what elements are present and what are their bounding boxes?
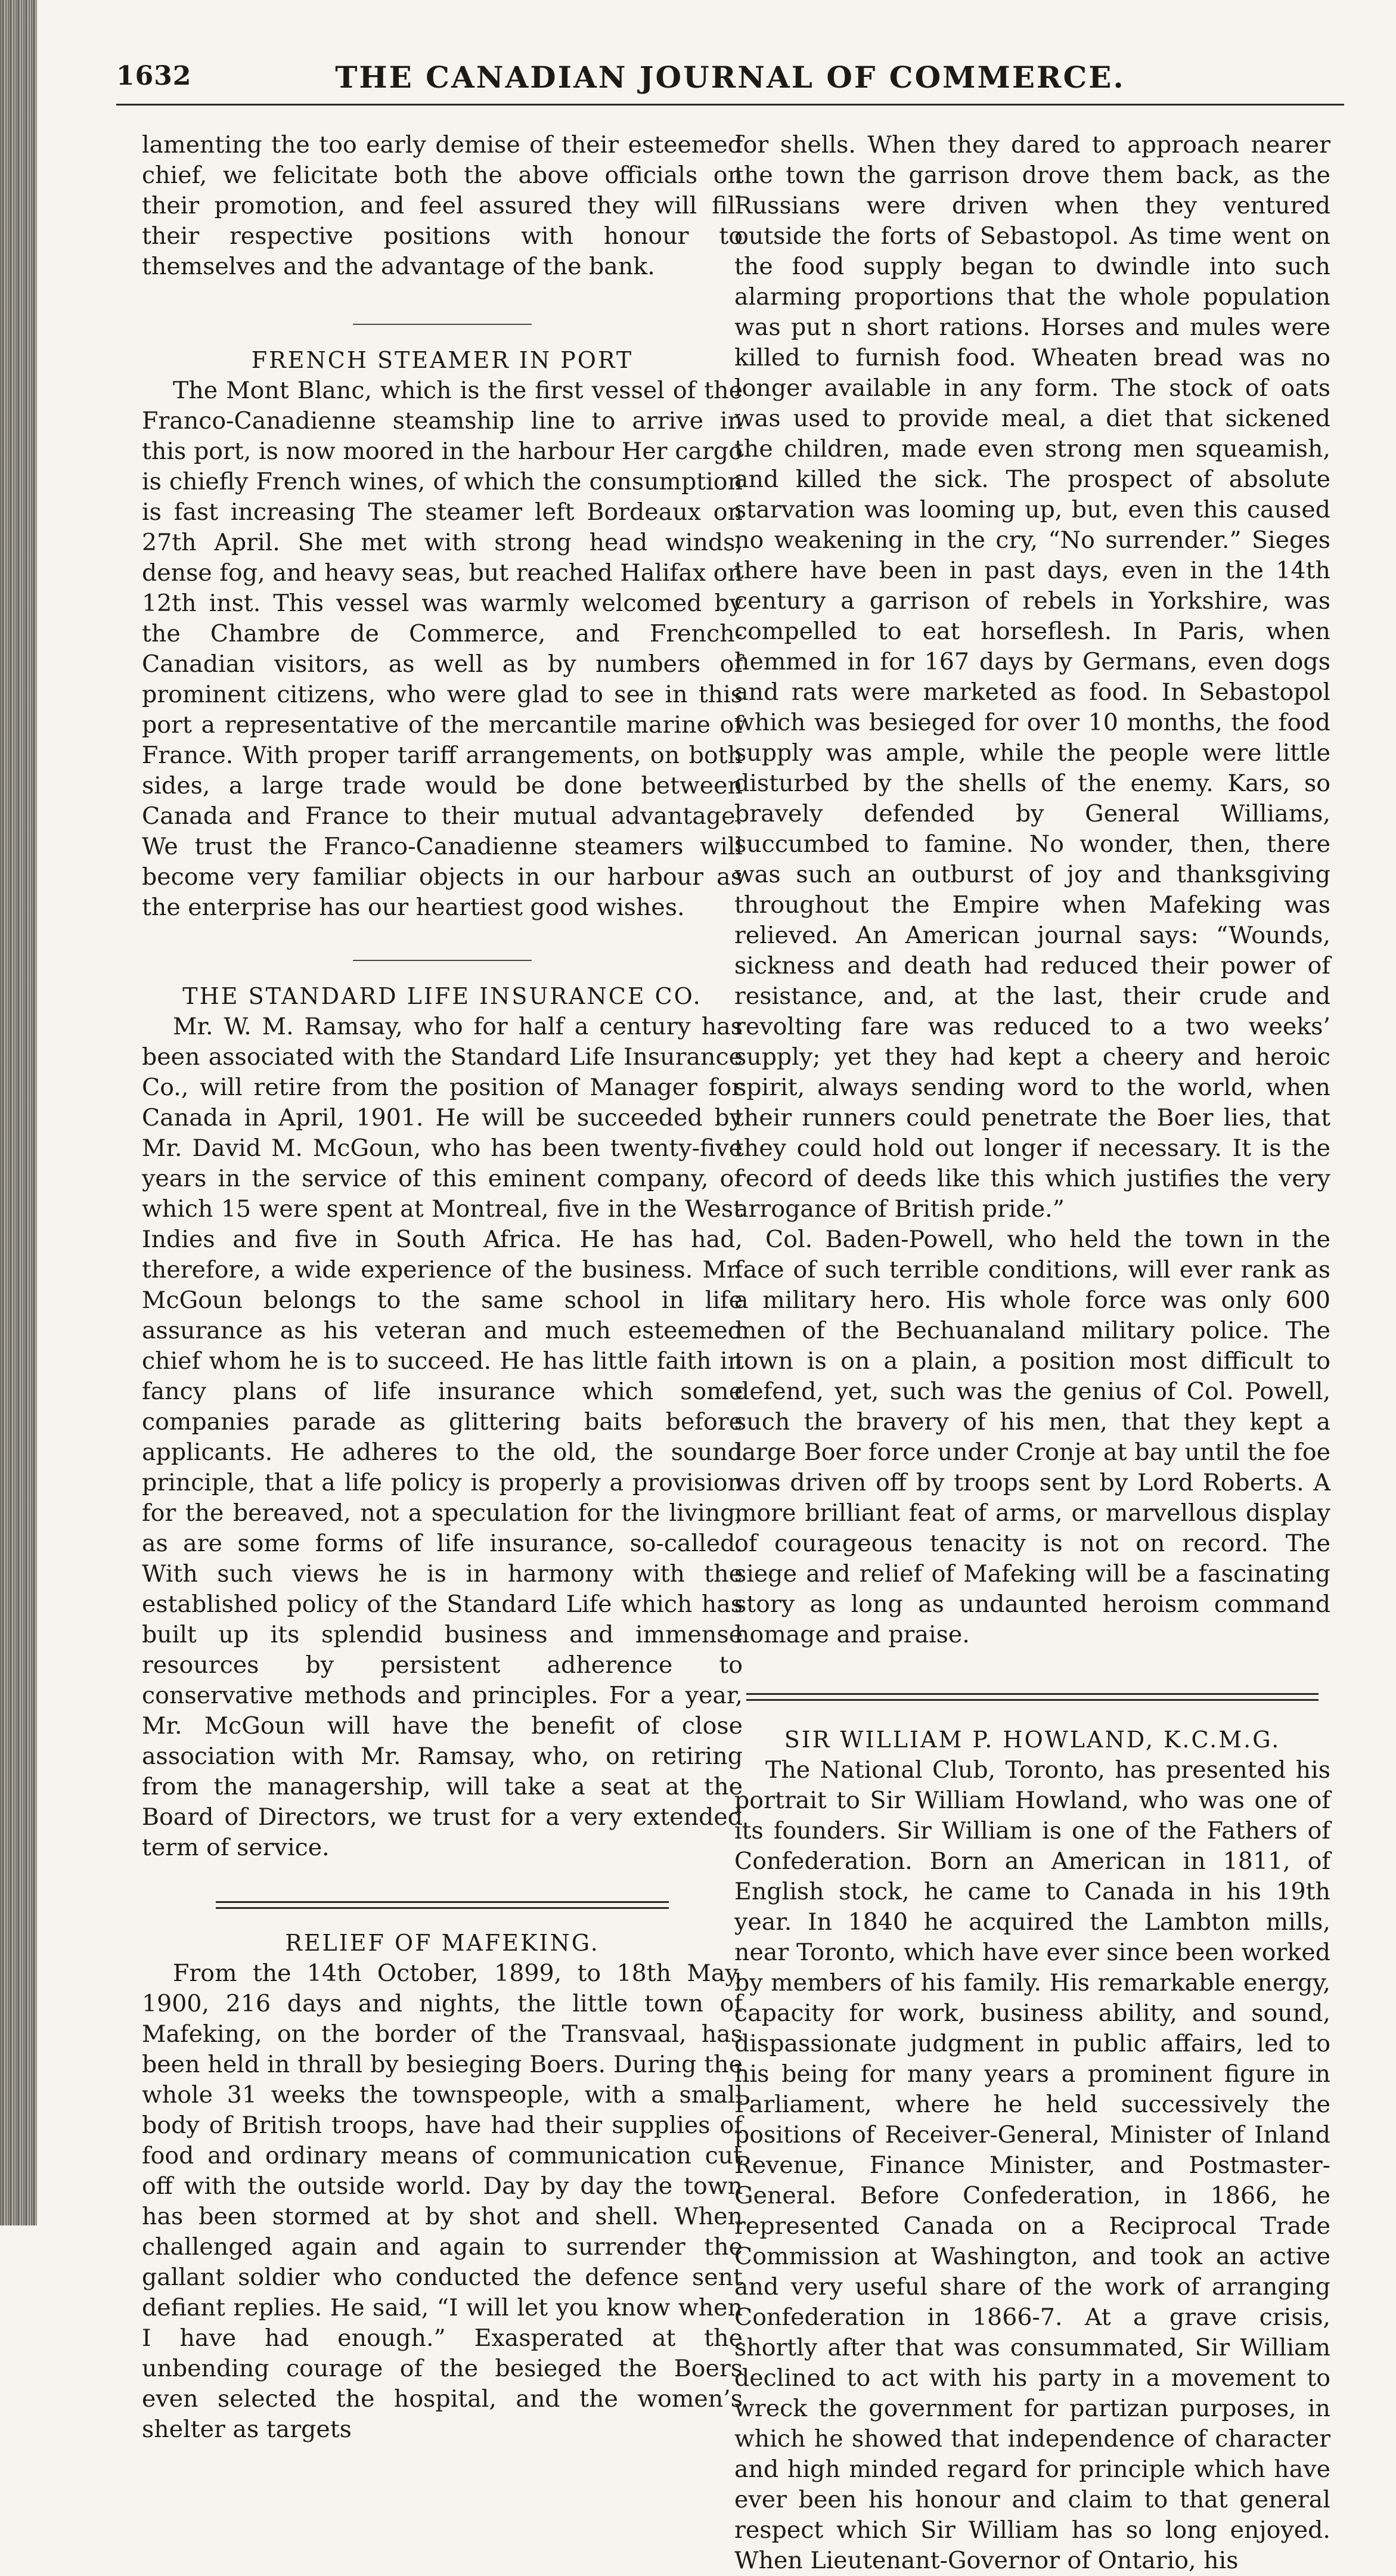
- right-column: [734, 130, 1330, 2576]
- howland-text: The National Club, Toronto, has presented his portrait to Sir William Howland, who was one of its founders. Sir William is one of the Fathers of Confederation. Born an American in 1811, of English stock, he came to Canada in his 19th year. In 1840 he acquired the Lambton mills, near Toronto, which have ever since been worked by members of his family. His remarkable energy, capacity for work, business ability, and sound, dispassionate judgment in public affairs, led to his being for many years a prominent figure in Parliament, where he held successively the positions of Receiver-General, Minister of Inland Revenue, Finance Minister, and Postmaster-General. Before Confederation, in 1866, he represented Canada on a Reciprocal Trade Commission at Washington, and took an active and very useful share of the work of arranging Confederation in 1866-7. At a grave crisis, shortly after that was consummated, Sir William declined to act with his party in a movement to wreck the government for partizan purposes, in which he showed that independence of character and high minded regard for principle which have ever been his honour and claim to that general respect which Sir William has so long enjoyed. When Lieutenant-Governor of Ontario, his: [734, 1756, 1330, 2574]
- mafeking-paragraph-1-continued: for shells. When they dared to approach nearer the town the garrison drove them back, as the Russians were driven when they ventured outside the forts of Sebastopol. As time went on the food supply began to dwindle into such alarming proportions that the whole population was put n short rations. Horses and mules were killed to furnish food. Wheaten bread was no longer available in any form. The stock of oats was used to provide meal, a diet that sickened the children, made even strong men squeamish, and killed the sick. The prospect of absolute starvation was looming up, but, even this caused no weakening in the cry, “No surrender.” Sieges there have been in past days, even in the 14th century a garrison of rebels in Yorkshire, was compelled to eat horseflesh. In Paris, when hemmed in for 167 days by Germans, even dogs and rats were marketed as food. In Sebastopol which was besieged for over 10 months, the food supply was ample, while the people were little disturbed by the shells of the enemy. Kars, so bravely defended by General Williams, succumbed to famine. No wonder, then, there was such an outburst of joy and thanksgiving throughout the Empire when Mafeking was relieved. An American journal says: “Wounds, sickness and death had reduced their power of resistance, and, at the last, their crude and revolting fare was reduced to a two weeks’ supply; yet they had kept a cheery and heroic spirit, always sending word to the world, when their runners could penetrate the Boer lies, that they could hold out longer if necessary. It is the record of deeds like this which justifies the very arrogance of British pride.”: [734, 131, 1330, 1223]
- binding-edge: [0, 0, 37, 2225]
- section-divider: [746, 1693, 1319, 1701]
- mafeking-paragraph-1: From the 14th October, 1899, to 18th May, 1900, 216 days and nights, the little town of Mafeking, on the border of the Transvaal, has been held in thrall by besieging Boers. During the whole 31 weeks the townspeople, with a small body of British troops, have had their supplies of food and ordinary means of communication cut off with the outside world. Day by day the town has been stormed at by shot and shell. When challenged again and again to surrender the gallant soldier who conducted the defence sent defiant replies. He said, “I will let you know when I have had enough.” Exasperated at the unbending courage of the besieged the Boers even selected the hospital, and the women’s shelter as targets: [142, 1960, 743, 2443]
- mafeking-heading: RELIEF OF MAFEKING.: [285, 1930, 600, 1956]
- journal-title: THE CANADIAN JOURNAL OF COMMERCE.: [335, 60, 1125, 95]
- bank-article-continuation: lamenting the too early demise of their esteemed chief, we felicitate both the above officials on their promotion, and feel assured they will fill their respective positions with honour to themselves and the advantage of the bank.: [142, 131, 743, 280]
- mafeking-paragraph-2: Col. Baden-Powell, who held the town in the face of such terrible conditions, will ever rank as a military hero. His whole force was only 600 men of the Bechuanaland military police. The town is on a plain, a position most difficult to defend, yet, such was the genius of Col. Powell, such the bravery of his men, that they kept a large Boer force under Cronje at bay until the foe was driven off by troops sent by Lord Roberts. A more brilliant feat of arms, or marvellous display of courageous tenacity is not on record. The siege and relief of Mafeking will be a fascinating story as long as undaunted heroism command homage and praise.: [734, 1226, 1330, 1648]
- page-header: [116, 55, 1344, 106]
- howland-heading: SIR WILLIAM P. HOWLAND, K.C.M.G.: [784, 1726, 1281, 1753]
- section-divider: [216, 1901, 669, 1909]
- left-column: [142, 130, 743, 2445]
- french-steamer-heading: FRENCH STEAMER IN PORT: [251, 347, 634, 373]
- standard-life-heading: THE STANDARD LIFE INSURANCE CO.: [182, 983, 702, 1009]
- standard-life-text: Mr. W. M. Ramsay, who for half a century has been associated with the Standard Life Insurance Co., will retire from the position of Manager for Canada in April, 1901. He will be succeeded by Mr. David M. McGoun, who has been twenty-five years in the service of this eminent company, of which 15 were spent at Montreal, five in the West Indies and five in South Africa. He has had, therefore, a wide experience of the business. Mr. McGoun belongs to the same school in life assurance as his veteran and much esteemed chief whom he is to succeed. He has little faith in fancy plans of life insurance which some companies parade as glittering baits before applicants. He adheres to the old, the sound principle, that a life policy is properly a provision for the bereaved, not a speculation for the living, as are some forms of life insurance, so-called. With such views he is in harmony with the established policy of the Standard Life which has built up its splendid business and immense resources by persistent adherence to conservative methods and principles. For a year, Mr. McGoun will have the benefit of close association with Mr. Ramsay, who, on retiring from the managership, will take a seat at the Board of Directors, we trust for a very extended term of service.: [142, 1013, 743, 1861]
- french-steamer-text: The Mont Blanc, which is the first vessel of the Franco-Canadienne steamship line to arrive in this port, is now moored in the harbour Her cargo is chiefly French wines, of which the consumption is fast increasing The steamer left Bordeaux on 27th April. She met with strong head winds, dense fog, and heavy seas, but reached Halifax on 12th inst. This vessel was warmly welcomed by the Chambre de Commerce, and French-Canadian visitors, as well as by numbers of prominent citizens, who were glad to see in this port a representative of the mercantile marine of France. With proper tariff arrangements, on both sides, a large trade would be done between Canada and France to their mutual advantage. We trust the Franco-Canadienne steamers will become very familiar objects in our harbour as the enterprise has our heartiest good wishes.: [142, 377, 743, 921]
- page-number: 1632: [116, 61, 192, 91]
